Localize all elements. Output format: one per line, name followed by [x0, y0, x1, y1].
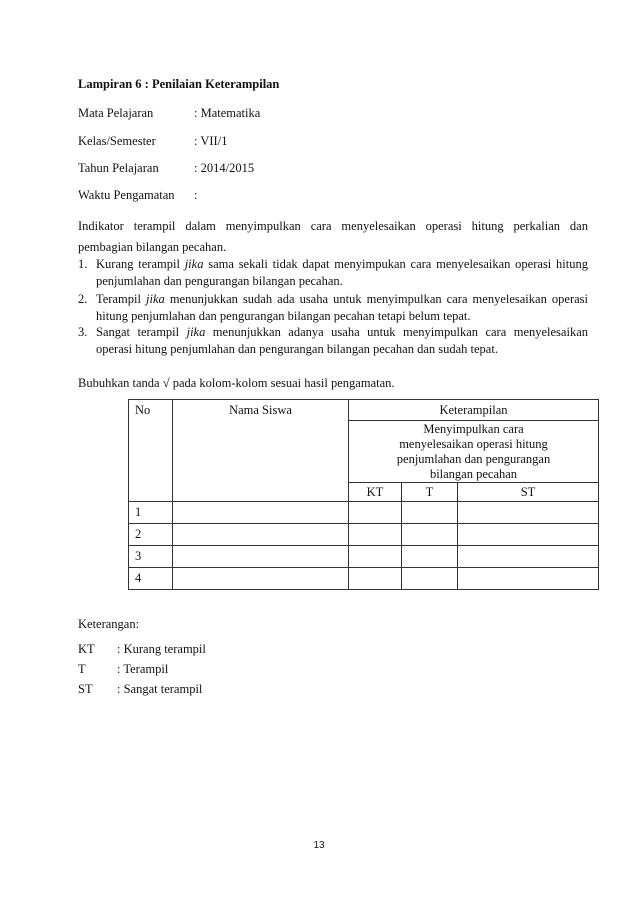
cell-st[interactable] [458, 524, 599, 546]
criteria-text: Kurang terampil [96, 257, 185, 271]
cell-kt[interactable] [349, 546, 402, 568]
criteria-number: 1. [78, 257, 88, 271]
cell-t[interactable] [402, 546, 458, 568]
cell-nama-siswa[interactable] [173, 568, 349, 590]
header-st: ST [458, 483, 599, 502]
keterangan-key-kt: KT [78, 642, 95, 656]
kompetensi-line-4: bilangan pecahan [429, 466, 518, 481]
cell-st[interactable] [458, 502, 599, 524]
header-no: No [129, 400, 173, 502]
cell-nama-siswa[interactable] [173, 546, 349, 568]
keterangan-value-kt: : Kurang terampil [117, 642, 206, 656]
kompetensi-line-2: menyelesaikan operasi hitung [399, 436, 548, 451]
page-title: Lampiran 6 : Penilaian Keterampilan [78, 77, 280, 91]
header-nama-siswa: Nama Siswa [173, 400, 349, 502]
instruction-text: Bubuhkan tanda √ pada kolom-kolom sesuai hasil pengamatan. [78, 376, 395, 390]
keterangan-title: Keterangan: [78, 617, 140, 631]
criteria-jika: jika [186, 325, 206, 339]
table-row [129, 568, 599, 590]
criteria-text-line-2: operasi hitung penjumlahan dan pengurangan bilangan pecahan dan sudah tepat. [96, 342, 498, 356]
criteria-text-line-2: penjumlahan dan pengurangan bilangan pecahan. [96, 274, 343, 288]
criteria-jika: jika [146, 292, 165, 306]
cell-st[interactable] [458, 546, 599, 568]
criteria-jika: jika [184, 257, 204, 271]
criteria-text-rest: sama sekali tidak dapat menyimpukan cara menyelesaikan operasi hitung [203, 257, 588, 271]
header-kt: KT [349, 483, 402, 502]
keterangan-key-st: ST [78, 682, 93, 696]
table-row [129, 502, 599, 524]
cell-nama-siswa[interactable] [173, 524, 349, 546]
field-label-mata-pelajaran: Mata Pelajaran [78, 106, 154, 120]
header-t: T [402, 483, 458, 502]
keterangan-value-st: : Sangat terampil [117, 682, 203, 696]
cell-kt[interactable] [349, 524, 402, 546]
keterangan-value-t: : Terampil [117, 662, 169, 676]
row-number: 4 [129, 568, 173, 590]
kompetensi-line-1: Menyimpulkan cara [423, 421, 524, 436]
field-value-mata-pelajaran: : Matematika [194, 106, 261, 120]
criteria-text: Terampil [96, 292, 147, 306]
field-value-waktu-pengamatan: : [194, 188, 198, 202]
indikator-paragraph [78, 216, 588, 258]
field-label-waktu-pengamatan: Waktu Pengamatan [78, 188, 175, 202]
cell-t[interactable] [402, 524, 458, 546]
cell-t[interactable] [402, 502, 458, 524]
row-number: 1 [129, 502, 173, 524]
page-number: 13 [313, 840, 325, 851]
cell-t[interactable] [402, 568, 458, 590]
field-label-tahun-pelajaran: Tahun Pelajaran [78, 161, 159, 175]
field-value-kelas-semester: : VII/1 [194, 134, 228, 148]
criteria-text-line-2: hitung penjumlahan dan pengurangan bilangan pecahan tetapi belum tepat. [96, 309, 471, 323]
criteria-number: 2. [78, 292, 88, 306]
criteria-text: Sangat terampil [96, 325, 187, 339]
field-value-tahun-pelajaran: : 2014/2015 [194, 161, 255, 175]
cell-nama-siswa[interactable] [173, 502, 349, 524]
header-kompetensi [349, 421, 599, 483]
criteria-text-rest: menunjukkan sudah ada usaha untuk menyimpulkan cara menyelesaikan operasi [164, 292, 588, 306]
header-keterampilan: Keterampilan [349, 400, 599, 421]
criteria-item-2 [78, 291, 588, 325]
row-number: 2 [129, 524, 173, 546]
cell-kt[interactable] [349, 502, 402, 524]
cell-st[interactable] [458, 568, 599, 590]
row-number: 3 [129, 546, 173, 568]
assessment-table [128, 399, 599, 590]
kompetensi-line-3: penjumlahan dan pengurangan [396, 451, 551, 466]
field-label-kelas-semester: Kelas/Semester [78, 134, 156, 148]
cell-kt[interactable] [349, 568, 402, 590]
criteria-number: 3. [78, 325, 88, 339]
table-row [129, 546, 599, 568]
indikator-line-1: Indikator terampil dalam menyimpulkan cara menyelesaikan operasi hitung perkalian dan [78, 219, 588, 233]
table-row [129, 524, 599, 546]
criteria-item-3 [78, 324, 588, 358]
keterangan-key-t: T [78, 662, 86, 676]
criteria-text-rest: menunjukkan adanya usaha untuk menyimpulkan cara menyelesaikan [205, 325, 588, 339]
criteria-item-1 [78, 256, 588, 290]
indikator-line-2: pembagian bilangan pecahan. [78, 240, 227, 254]
